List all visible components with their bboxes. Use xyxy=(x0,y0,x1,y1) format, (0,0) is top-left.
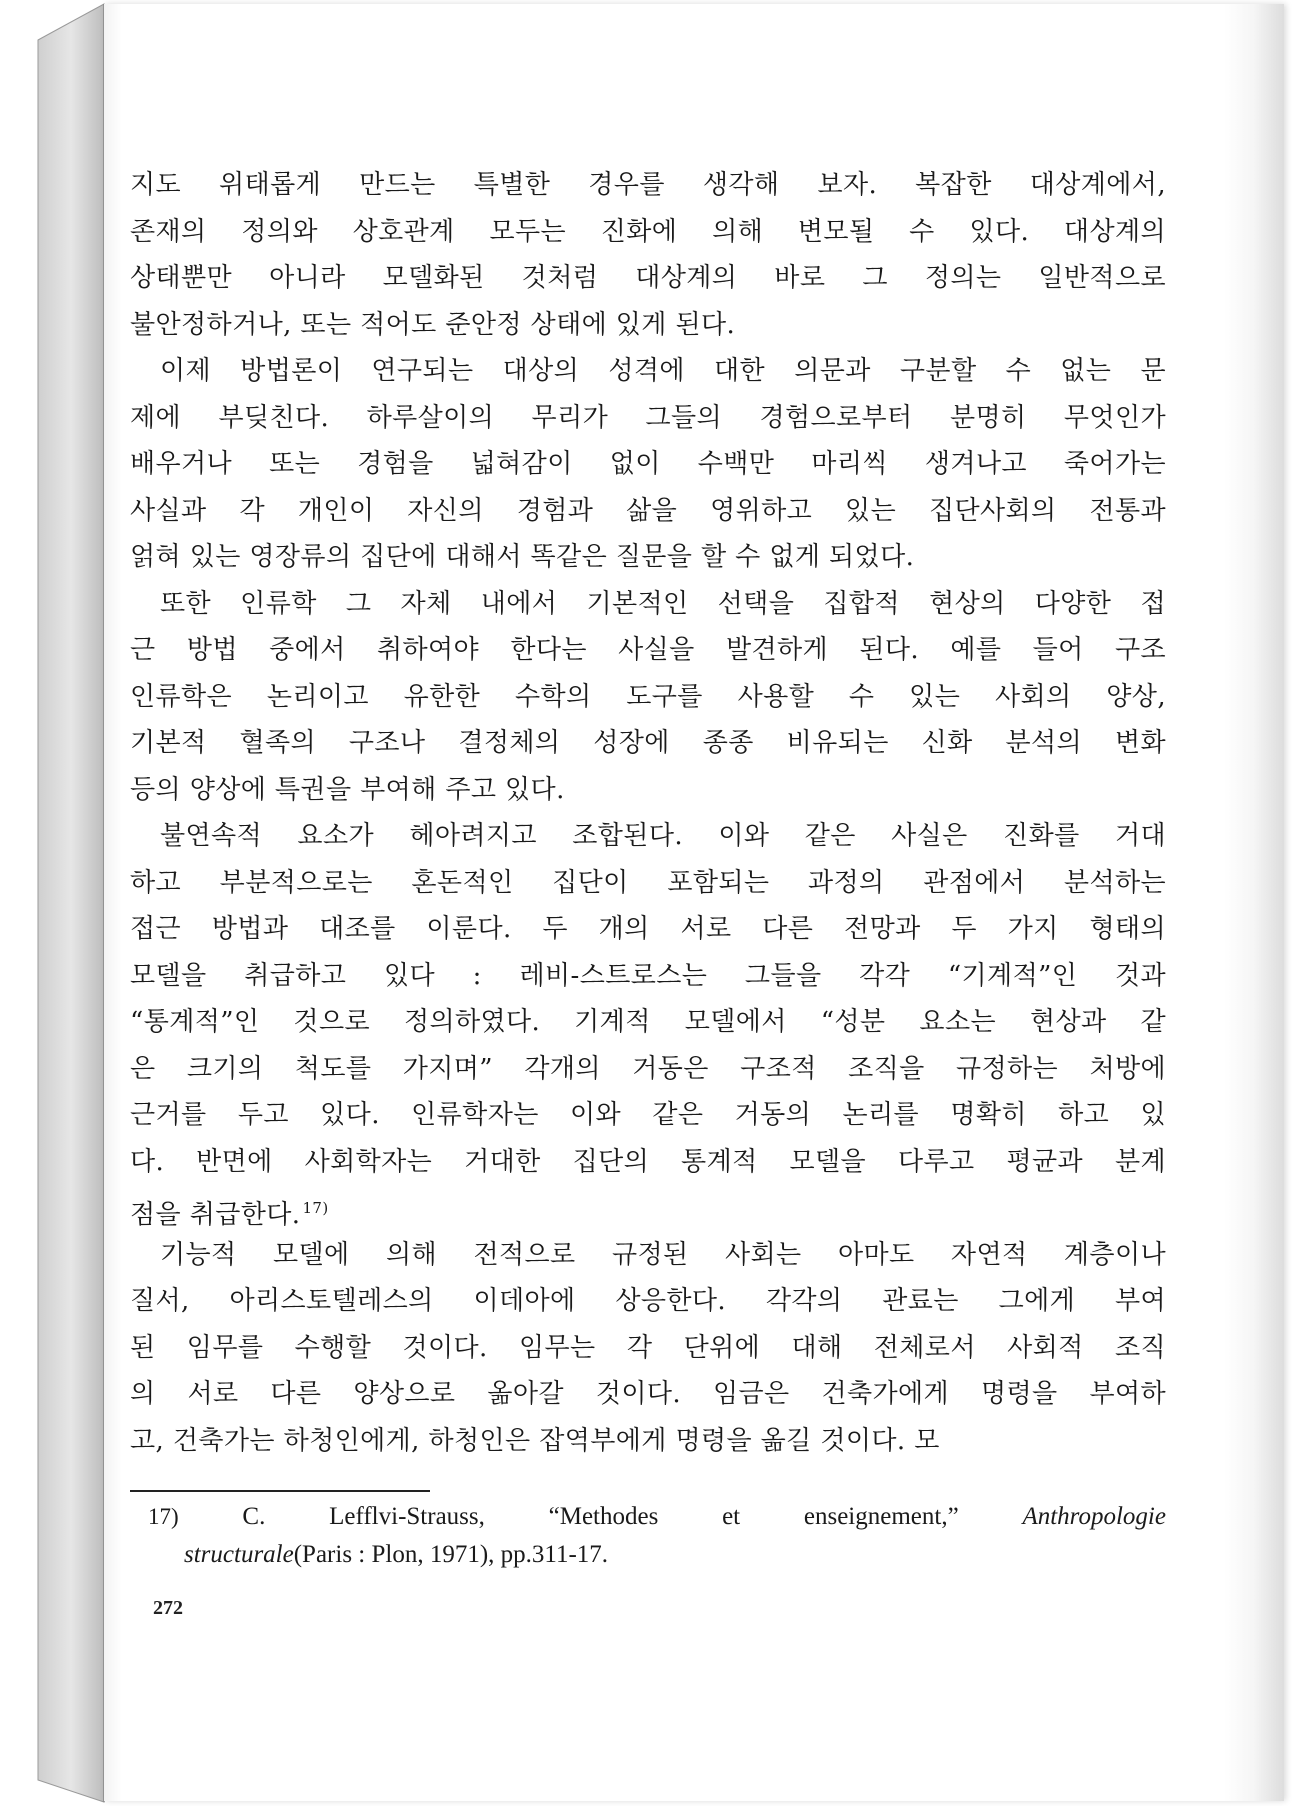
text-line-content: 불안정하거나, 또는 적어도 준안정 상태에 있게 된다. xyxy=(130,309,736,340)
text-line-content: 얽혀 있는 영장류의 집단에 대해서 똑같은 질문을 할 수 없게 되었다. xyxy=(130,542,915,572)
text-line xyxy=(130,953,1166,1000)
text-line xyxy=(130,813,1166,860)
text-line xyxy=(130,1418,1166,1465)
text-line xyxy=(130,255,1166,302)
text-line xyxy=(130,1185,1166,1232)
footnote-divider xyxy=(130,1490,430,1492)
text-line-content: 또한 인류학 그 자체 내에서 기본적인 선택을 집합적 현상의 다양한 접 xyxy=(160,588,1166,619)
footnote xyxy=(148,1498,1166,1574)
text-line xyxy=(130,906,1166,953)
footnote-word: et xyxy=(722,1503,741,1530)
text-line xyxy=(130,720,1166,767)
text-line xyxy=(130,162,1166,209)
text-line xyxy=(130,1325,1166,1372)
text-line-content: 지도 위태롭게 만드는 특별한 경우를 생각해 보자. 복잡한 대상계에서, xyxy=(130,170,1166,200)
text-line xyxy=(130,441,1166,488)
text-line-content: 점을 취급한다. xyxy=(130,1200,301,1230)
book-spine xyxy=(0,0,110,1806)
body-text xyxy=(130,162,1166,1464)
text-line-content: “통계적”인 것으로 정의하였다. 기계적 모델에서 “성분 요소는 현상과 같 xyxy=(130,1007,1166,1037)
text-line xyxy=(130,1371,1166,1418)
text-line-content: 고, 건축가는 하청인에게, 하청인은 잡역부에게 명령을 옮길 것이다. 모 xyxy=(130,1425,940,1456)
footnote-line-1 xyxy=(148,1498,1166,1536)
text-line-content: 다. 반면에 사회학자는 거대한 집단의 통계적 모델을 다루고 평균과 분계 xyxy=(130,1146,1166,1177)
text-line xyxy=(130,767,1166,814)
footnote-word: “Methodes xyxy=(548,1503,659,1530)
text-line-content: 모델을 취급하고 있다 : 레비-스트로스는 그들을 각각 “기계적”인 것과 xyxy=(130,960,1166,991)
text-line xyxy=(130,860,1166,907)
text-line-content: 등의 양상에 특권을 부여해 주고 있다. xyxy=(130,774,565,805)
text-line-content: 존재의 정의와 상호관계 모두는 진화에 의해 변모될 수 있다. 대상계의 xyxy=(130,216,1166,247)
text-line xyxy=(130,1139,1166,1186)
text-line-content: 접근 방법과 대조를 이룬다. 두 개의 서로 다른 전망과 두 가지 형태의 xyxy=(130,914,1166,944)
text-line xyxy=(130,488,1166,535)
text-line xyxy=(130,1046,1166,1093)
text-line-content: 배우거나 또는 경험을 넓혀감이 없이 수백만 마리씩 생겨나고 죽어가는 xyxy=(130,449,1166,479)
text-line-content: 이제 방법론이 연구되는 대상의 성격에 대한 의문과 구분할 수 없는 문 xyxy=(160,356,1166,386)
text-line-content: 불연속적 요소가 헤아려지고 조합된다. 이와 같은 사실은 진화를 거대 xyxy=(160,821,1166,851)
text-line xyxy=(130,395,1166,442)
text-line-content: 된 임무를 수행할 것이다. 임무는 각 단위에 대해 전체로서 사회적 조직 xyxy=(130,1332,1166,1363)
text-line xyxy=(130,534,1166,581)
footnote-reference[interactable]: 17) xyxy=(302,1199,329,1217)
page-number: 272 xyxy=(153,1597,183,1619)
text-line-content: 근 방법 중에서 취하여야 한다는 사실을 발견하게 된다. 예를 들어 구조 xyxy=(130,635,1166,665)
text-line-content: 상태뿐만 아니라 모델화된 것처럼 대상계의 바로 그 정의는 일반적으로 xyxy=(130,263,1166,293)
text-line xyxy=(130,348,1166,395)
text-line-content: 하고 부분적으로는 혼돈적인 집단이 포함되는 과정의 관점에서 분석하는 xyxy=(130,867,1166,898)
footnote-line-2 xyxy=(148,1536,1166,1574)
text-line xyxy=(130,209,1166,256)
text-line xyxy=(130,1278,1166,1325)
text-line-content: 기능적 모델에 의해 전적으로 규정된 사회는 아마도 자연적 계층이나 xyxy=(160,1239,1166,1270)
text-line-content: 의 서로 다른 양상으로 옮아갈 것이다. 임금은 건축가에게 명령을 부여하 xyxy=(130,1379,1166,1409)
footnote-word: Lefflvi-Strauss, xyxy=(329,1503,485,1530)
footnote-book-title: Anthropologie xyxy=(1022,1503,1166,1530)
text-line-content: 기본적 혈족의 구조나 결정체의 성장에 종종 비유되는 신화 분석의 변화 xyxy=(130,728,1166,758)
text-line-content: 제에 부딪친다. 하루살이의 무리가 그들의 경험으로부터 분명히 무엇인가 xyxy=(130,402,1166,433)
page-shadow xyxy=(1224,4,1284,1801)
text-line xyxy=(130,1232,1166,1279)
text-line xyxy=(130,581,1166,628)
footnote-number: 17) xyxy=(148,1504,179,1529)
text-line xyxy=(130,1092,1166,1139)
footnote-word: C. xyxy=(242,1503,266,1530)
text-line-content: 사실과 각 개인이 자신의 경험과 삶을 영위하고 있는 집단사회의 전통과 xyxy=(130,495,1166,526)
text-line-content: 인류학은 논리이고 유한한 수학의 도구를 사용할 수 있는 사회의 양상, xyxy=(130,681,1166,712)
text-line-content: 근거를 두고 있다. 인류학자는 이와 같은 거동의 논리를 명확히 하고 있 xyxy=(130,1100,1166,1130)
footnote-publication: (Paris : Plon, 1971), pp.311-17. xyxy=(293,1541,609,1568)
text-line xyxy=(130,999,1166,1046)
text-line xyxy=(130,302,1166,349)
footnote-book-title-cont: structurale xyxy=(184,1541,294,1568)
text-line xyxy=(130,627,1166,674)
text-line-content: 은 크기의 척도를 가지며” 각개의 거동은 구조적 조직을 규정하는 처방에 xyxy=(130,1053,1166,1084)
text-line xyxy=(130,674,1166,721)
footnote-word: enseignement,” xyxy=(803,1503,959,1530)
text-line-content: 질서, 아리스토텔레스의 이데아에 상응한다. 각각의 관료는 그에게 부여 xyxy=(130,1286,1166,1316)
